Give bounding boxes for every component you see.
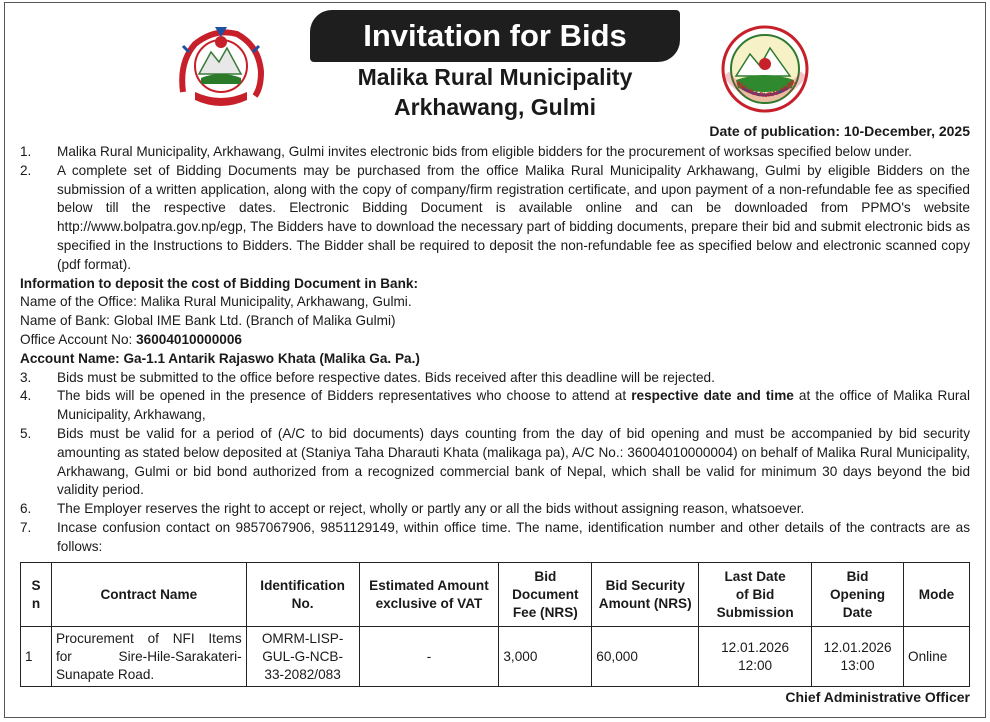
- header-text: Last Date: [724, 568, 786, 584]
- clause-number: 2.: [20, 162, 32, 178]
- header-mode: Mode: [904, 563, 970, 627]
- clause-number: 4.: [20, 388, 32, 404]
- office-account: [20, 331, 970, 350]
- cell-contract-name: [51, 627, 246, 687]
- cell-text: OMRM-LISP-: [261, 630, 344, 646]
- header-opening-date: [812, 563, 904, 627]
- clause-text: [57, 387, 970, 425]
- header-text: Amount (NRS): [598, 595, 692, 611]
- account-name: Account Name: Ga-1.1 Antarik Rajaswo Khata (Malika Ga. Pa.): [20, 350, 420, 366]
- header-text: Document: [512, 586, 579, 602]
- header-text: Fee (NRS): [512, 604, 578, 620]
- clause-5: [20, 425, 970, 500]
- cell-estimated-amount: -: [359, 627, 499, 687]
- header-last-date: [699, 563, 812, 627]
- clause-number: 7.: [20, 519, 32, 535]
- clause-text-emphasis: respective date and time: [631, 388, 794, 404]
- clause-text-part: The bids will be opened in the presence of Bidders representatives who choose to attend at: [57, 388, 632, 404]
- cell-last-date: [699, 627, 812, 687]
- clause-6: [20, 500, 970, 519]
- cell-mode: Online: [904, 627, 970, 687]
- header-text: of Bid: [735, 586, 775, 602]
- table-header-row: [21, 563, 970, 627]
- cell-bid-security: 60,000: [592, 627, 699, 687]
- cell-text: Sunapate Road.: [55, 666, 155, 682]
- signatory: Chief Administrative Officer: [785, 689, 970, 705]
- publication-date: Date of publication: 10-December, 2025: [709, 123, 970, 139]
- header-identification: [246, 563, 359, 627]
- seal-text: MALIKA RURAL MUNI: [734, 78, 797, 100]
- cell-text: 12.01.2026: [823, 639, 892, 655]
- header-text: exclusive of VAT: [375, 595, 483, 611]
- cell-text: Procurement of NFI Items: [55, 630, 242, 646]
- clause-3: [20, 369, 970, 388]
- header-text: S: [31, 577, 41, 593]
- header-text: Date: [842, 604, 873, 620]
- cell-document-fee: 3,000: [499, 627, 592, 687]
- header-text: Estimated Amount: [369, 577, 489, 593]
- cell-text: for Sire-Hile-Sarakateri-: [55, 648, 242, 664]
- clause-text: The Employer reserves the right to accept or reject, wholly or partly any or all the bids without assigning reason, whatsoever.: [57, 501, 805, 517]
- header-document-fee: [499, 563, 592, 627]
- clause-text: Incase confusion contact on 9857067906, 9851129149, within office time. The name, identification number and other details of the contracts are as follows:: [57, 519, 970, 554]
- cell-opening-date: [812, 627, 904, 687]
- table-row: [21, 627, 970, 687]
- cell-text: 13:00: [840, 657, 875, 673]
- header-estimated-amount: [359, 563, 499, 627]
- clause-text-part: at the office of Malika Rural Municipality, Arkhawang,: [57, 388, 970, 423]
- cell-text: 33-2082/083: [264, 666, 341, 682]
- organization-name: [250, 62, 740, 122]
- clause-number: 6.: [20, 501, 32, 517]
- account-number: 36004010000006: [136, 331, 242, 347]
- cell-text: GUL-G-NCB-: [262, 648, 343, 664]
- clause-2: [20, 162, 970, 275]
- cell-sn: 1: [21, 627, 52, 687]
- cell-text: 12.01.2026: [721, 639, 790, 655]
- clause-text: Bids must be submitted to the office before respective dates. Bids received after this deadline will be rejected.: [57, 369, 715, 385]
- header-text: Opening: [829, 586, 886, 602]
- clause-number: 5.: [20, 425, 32, 441]
- header-text: Submission: [716, 604, 794, 620]
- header-contract-name: Contract Name: [51, 563, 246, 627]
- clause-7: [20, 519, 970, 557]
- malika-rural-municipality-seal-icon: [720, 24, 810, 114]
- bank-info-heading: Information to deposit the cost of Bidding Document in Bank:: [20, 275, 418, 291]
- header-text: Identification: [260, 577, 345, 593]
- header-sn: [21, 563, 52, 627]
- header-text: Bid: [846, 568, 869, 584]
- clause-number: 3.: [20, 369, 32, 385]
- account-label: Office Account No:: [20, 331, 137, 347]
- clause-text: Malika Rural Municipality, Arkhawang, Gulmi invites electronic bids from eligible bidders for the procurement of worksas specified below under.: [57, 144, 913, 159]
- notice-body: [20, 143, 970, 557]
- page-title: Invitation for Bids: [310, 10, 680, 62]
- header-text: Bid Security: [605, 577, 685, 593]
- bank-name: Name of Bank: Global IME Bank Ltd. (Branch of Malika Gulmi): [20, 313, 396, 329]
- clause-4: [20, 387, 970, 425]
- organization-line-2: Arkhawang, Gulmi: [394, 94, 596, 120]
- contracts-table: [20, 562, 970, 687]
- office-name: Name of the Office: Malika Rural Municipality, Arkhawang, Gulmi.: [20, 294, 412, 310]
- clause-1: [20, 143, 970, 162]
- clause-text: A complete set of Bidding Documents may be purchased from the office Malika Rural Municipality Arkhawang, Gulmi by eligible Bidders on the submission of a written application, along with the copy of company/firm registration certificate, and upon payment of a non-refundable fee as specified below till the respective dates. Electronic Bidding Document is available online and can be downloaded from PPMO's website http://www.bolpatra.gov.np/egp, The Bidders have to download the necessary part of bidding documents, prepare their bid and submit electronic bids as specified in the Instructions to Bidders. The Bidder shall be required to deposit the non-refundable fee as specified below and electronic scanned copy (pdf format).: [57, 162, 970, 272]
- cell-identification: [246, 627, 359, 687]
- header-text: n: [31, 595, 41, 611]
- header-text: Bid: [534, 568, 557, 584]
- organization-line-1: Malika Rural Municipality: [357, 64, 633, 90]
- clause-text: Bids must be valid for a period of (A/C to bid documents) days counting from the day of bid opening and must be accompanied by bid security amounting as stated below deposited at (Staniya Taha Dharauti Khata (malikaga pa), A/C No.: 36004010000004) on behalf of Malika Rural Municipality, Arkhawang, Gulmi or bid bond authorized from a recognized commercial bank of Nepal, which shall be valid for minimum 30 days beyond the bid validity period.: [57, 425, 970, 498]
- header-text: No.: [291, 595, 314, 611]
- cell-text: 12:00: [738, 657, 773, 673]
- header-bid-security: [592, 563, 699, 627]
- clause-number: 1.: [20, 144, 32, 159]
